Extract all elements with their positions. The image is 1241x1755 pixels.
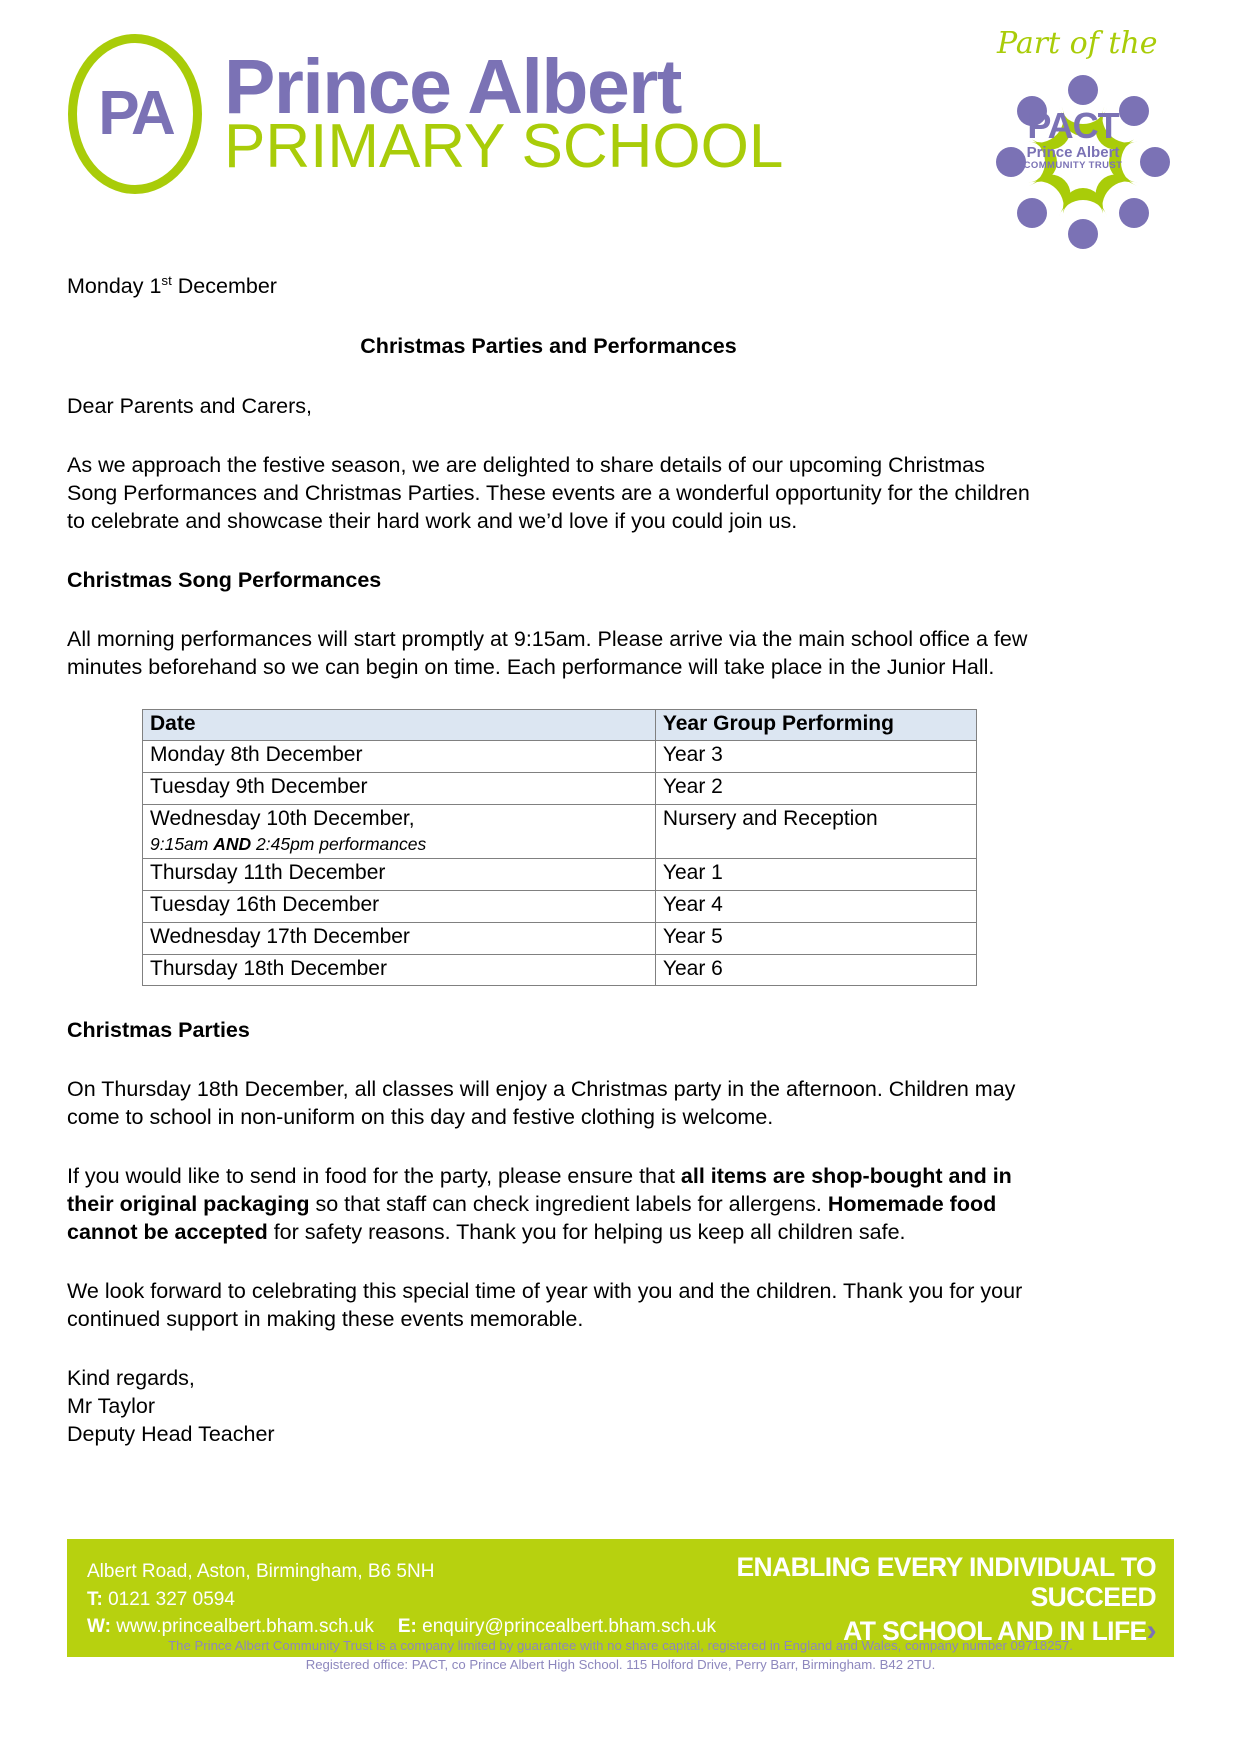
cell-date: Tuesday 9th December <box>143 773 656 805</box>
section-heading-christmas-parties: Christmas Parties <box>67 1018 250 1043</box>
cell-year-group: Year 2 <box>655 773 976 805</box>
pact-tagline: COMMUNITY TRUST <box>1023 160 1123 171</box>
column-header-date: Date <box>143 709 656 741</box>
food-text-2: so that staff can check ingredient labels for allergens. <box>309 1192 828 1217</box>
footer-contact-details <box>87 1558 716 1640</box>
table-row <box>143 773 977 805</box>
cell-date: Thursday 18th December <box>143 954 656 986</box>
note-pre: 9:15am <box>150 833 214 854</box>
pact-wordmark <box>983 105 1163 171</box>
cell-year-group: Nursery and Reception <box>655 804 976 858</box>
cell-year-group: Year 5 <box>655 922 976 954</box>
pa-monogram-icon <box>68 34 202 194</box>
letter-date-day: Monday 1 <box>67 274 162 299</box>
footer-email-label: E: <box>397 1615 417 1637</box>
signer-name: Mr Taylor <box>67 1393 156 1418</box>
cell-date: Monday 8th December <box>143 741 656 773</box>
cell-year-group: Year 1 <box>655 859 976 891</box>
slogan-line-2-text: AT SCHOOL AND IN LIFE <box>843 1615 1147 1646</box>
pact-logo <box>983 26 1183 250</box>
letter-date-ordinal: st <box>161 273 172 288</box>
signature-block <box>67 1365 1030 1449</box>
cell-year-group: Year 3 <box>655 741 976 773</box>
song-performances-paragraph: All morning performances will start promptly at 9:15am. Please arrive via the main school office a few minutes beforehand so we can begin on time. Each performance will take place in the Junior Hall. <box>67 626 1028 679</box>
footer-web-value[interactable]: www.princealbert.bham.sch.uk <box>110 1615 374 1637</box>
note-post: 2:45pm performances <box>251 833 427 854</box>
food-bold-2: Homemade food cannot be accepted <box>67 1192 997 1245</box>
cell-date: Thursday 11th December <box>143 859 656 891</box>
food-policy-paragraph <box>67 1163 1030 1247</box>
letter-date-month: December <box>171 274 277 299</box>
cell-date: Tuesday 16th December <box>143 891 656 923</box>
food-bold-1: all items are shop-bought and in their original packaging <box>67 1164 1012 1217</box>
part-of-the-label: Part of the <box>997 26 1158 61</box>
section-heading-song-performances: Christmas Song Performances <box>67 567 382 592</box>
christmas-parties-paragraph: On Thursday 18th December, all classes will enjoy a Christmas party in the afternoon. Children may come to school in non-uniform on this day and festive clothing is welcome. <box>67 1077 1016 1130</box>
footer-slogan <box>716 1552 1174 1646</box>
performance-schedule-table <box>142 709 977 987</box>
note-bold: AND <box>213 833 252 854</box>
legal-line-1: The Prince Albert Community Trust is a company limited by guarantee with no share capital, registered in England and Wales, company number 09718257. <box>168 1638 1073 1653</box>
salutation: Dear Parents and Carers, <box>67 394 312 419</box>
schedule-table-wrapper <box>142 709 977 987</box>
table-row <box>143 891 977 923</box>
table-row <box>143 954 977 986</box>
letter-body <box>67 272 1030 1449</box>
pact-name: Prince Albert <box>1026 144 1120 161</box>
chevron-right-icon: › <box>1146 1613 1156 1647</box>
footer-email-value[interactable]: enquiry@princealbert.bham.sch.uk <box>416 1615 717 1637</box>
school-logo <box>68 34 783 194</box>
letter-title: Christmas Parties and Performances <box>360 334 737 359</box>
footer-web-label: W: <box>87 1615 111 1637</box>
school-name-primary: Prince Albert <box>224 44 681 131</box>
letter-date <box>67 272 1030 301</box>
sign-off: Kind regards, <box>67 1365 195 1390</box>
cell-date-text: Wednesday 10th December, <box>150 806 415 830</box>
food-text-3: for safety reasons. Thank you for helping us keep all children safe. <box>267 1220 906 1245</box>
cell-year-group: Year 6 <box>655 954 976 986</box>
table-row <box>143 922 977 954</box>
school-wordmark <box>224 44 784 181</box>
food-text-1: If you would like to send in food for the party, please ensure that <box>67 1164 681 1189</box>
footer-address: Albert Road, Aston, Birmingham, B6 5NH <box>87 1561 435 1583</box>
school-name-secondary: PRIMARY SCHOOL <box>224 111 784 181</box>
legal-line-2: Registered office: PACT, co Prince Albert High School. 115 Holford Drive, Perry Barr, Birmingham. B42 2TU. <box>305 1657 936 1673</box>
cell-date: Wednesday 17th December <box>143 922 656 954</box>
footer-tel-label: T: <box>87 1588 103 1610</box>
table-row <box>143 741 977 773</box>
cell-date <box>143 804 656 858</box>
column-header-year-group: Year Group Performing <box>655 709 976 741</box>
slogan-line-1: ENABLING EVERY INDIVIDUAL TO SUCCEED <box>736 1552 1156 1613</box>
cell-year-group: Year 4 <box>655 891 976 923</box>
closing-paragraph: We look forward to celebrating this special time of year with you and the children. Thank you for your continued support in making these events memorable. <box>67 1278 1023 1331</box>
footer-telephone <box>87 1586 716 1613</box>
signer-role: Deputy Head Teacher <box>67 1421 275 1446</box>
legal-fine-print <box>0 1636 1241 1674</box>
pa-monogram-text: PA <box>98 79 172 148</box>
footer-tel-value: 0121 327 0594 <box>102 1588 235 1610</box>
table-row <box>143 804 977 858</box>
pact-acronym: PACT <box>1027 105 1119 146</box>
table-header-row <box>143 709 977 741</box>
cell-date-note <box>150 834 648 855</box>
table-row <box>143 859 977 891</box>
letterhead <box>0 0 1241 252</box>
intro-paragraph: As we approach the festive season, we are delighted to share details of our upcoming Christmas Song Performances and Christmas Parties. These events are a wonderful opportunity for the children to celebrate and showcase their hard work and we’d love if you could join us. <box>67 452 1030 533</box>
